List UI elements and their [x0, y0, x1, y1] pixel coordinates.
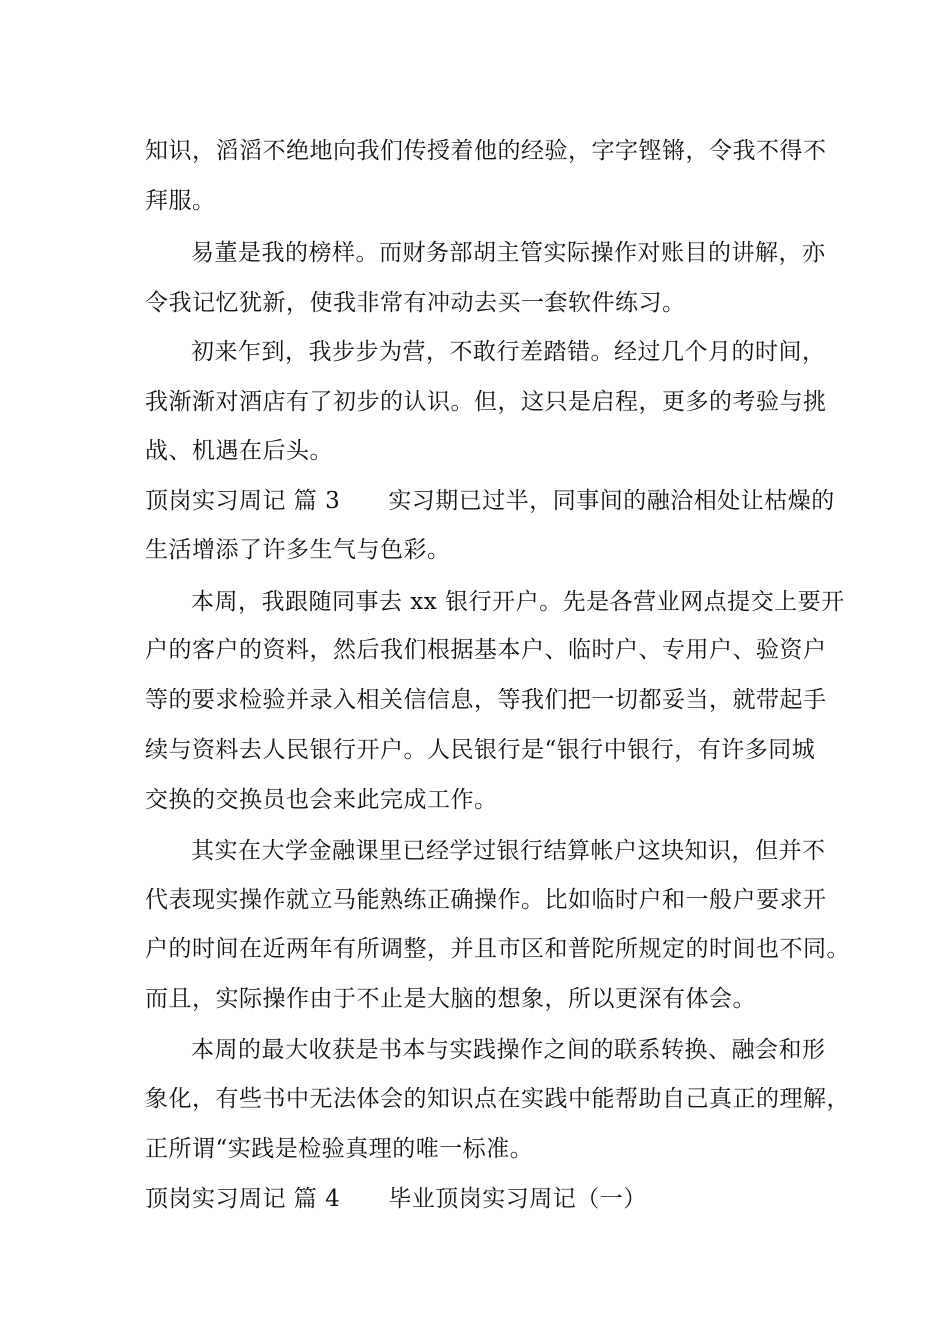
paragraph-4-line-4: 续与资料去人民银行开户。人民银行是“银行中银行，有许多同城: [145, 737, 816, 763]
paragraph-5-line-3: 户的时间在近两年有所调整，并且市区和普陀所规定的时间也不同。: [145, 936, 850, 962]
paragraph-2-line-1: 易董是我的榜样。而财务部胡主管实际操作对账目的讲解，亦: [191, 240, 826, 266]
paragraph-4-line-3: 等的要求检验并录入相关信信息，等我们把一切都妥当，就带起手: [145, 687, 827, 713]
paragraph-4-line-5: 交换的交换员也会来此完成工作。: [145, 787, 498, 813]
paragraph-3-line-1: 初来乍到，我步步为营，不敢行差踏错。经过几个月的时间，: [191, 339, 826, 365]
paragraph-6-line-3: 正所谓“实践是检验真理的唯一标准。: [145, 1136, 534, 1162]
section-4-heading: 顶岗实习周记 篇 4: [145, 1186, 341, 1212]
paragraph-4-line-1: 本周，我跟随同事去 xx 银行开户。先是各营业网点提交上要开: [191, 589, 845, 615]
paragraph-1-line-2: 拜服。: [145, 188, 216, 214]
paragraph-3-line-2: 我渐渐对酒店有了初步的认识。但，这只是启程，更多的考验与挑: [145, 389, 827, 415]
paragraph-6-line-2: 象化，有些书中无法体会的知识点在实践中能帮助自己真正的理解，: [145, 1086, 850, 1112]
section-4-heading-text: 毕业顶岗实习周记（一）: [388, 1186, 647, 1212]
paragraph-5-line-1: 其实在大学金融课里已经学过银行结算帐户这块知识，但并不: [191, 838, 826, 864]
section-3-continuation: 生活增添了许多生气与色彩。: [145, 537, 451, 563]
paragraph-6-line-1: 本周的最大收获是书本与实践操作之间的联系转换、融会和形: [191, 1037, 826, 1063]
paragraph-3-line-3: 战、机遇在后头。: [145, 438, 333, 464]
section-3-heading: 顶岗实习周记 篇 3: [145, 488, 341, 514]
paragraph-5-line-4: 而且，实际操作由于不止是大脑的想象，所以更深有体会。: [145, 986, 756, 1012]
section-4-heading-line: [145, 1184, 647, 1214]
paragraph-2-line-2: 令我记忆犹新，使我非常有冲动去买一套软件练习。: [145, 290, 686, 316]
section-3-heading-text: 实习期已过半，同事间的融洽相处让枯燥的: [388, 488, 835, 514]
paragraph-1-line-1: 知识，滔滔不绝地向我们传授着他的经验，字字铿锵，令我不得不: [145, 138, 827, 164]
paragraph-5-line-2: 代表现实操作就立马能熟练正确操作。比如临时户和一般户要求开: [145, 887, 827, 913]
section-3-heading-line: [145, 486, 835, 516]
paragraph-4-line-2: 户的客户的资料，然后我们根据基本户、临时户、专用户、验资户: [145, 637, 827, 663]
